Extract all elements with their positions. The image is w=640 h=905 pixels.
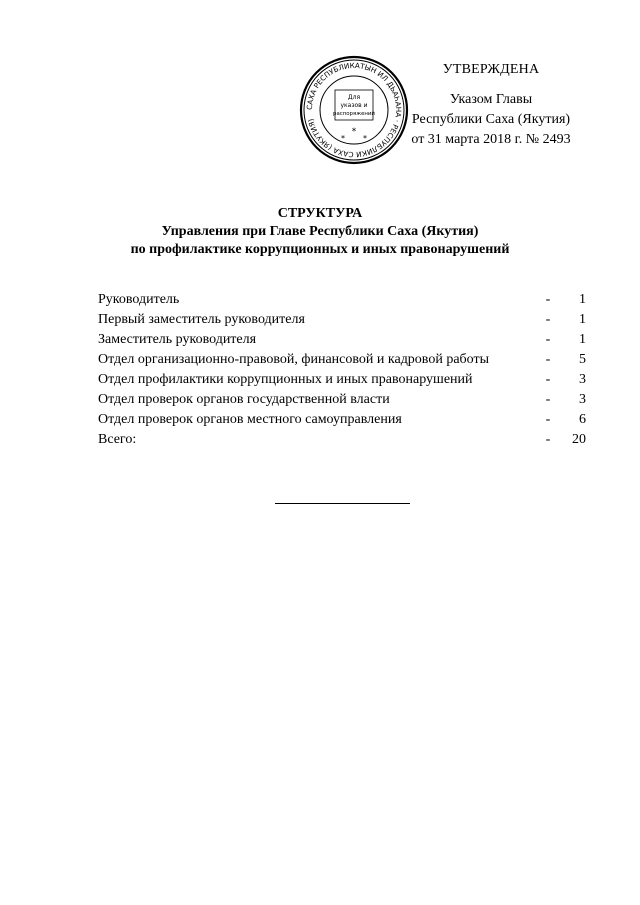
official-seal-stamp: [299, 55, 409, 165]
seal-center-line-3: распоряжений: [333, 111, 375, 117]
approved-label: УТВЕРЖДЕНА: [442, 62, 540, 77]
row-count: 1: [579, 332, 586, 347]
seal-star-icon: *: [363, 134, 367, 143]
structure-row: [98, 410, 594, 430]
seal-center-line-1: Для: [347, 94, 361, 101]
title-line-2: Управления при Главе Республики Саха (Якутия): [161, 224, 479, 239]
structure-row: [98, 290, 594, 310]
structure-row-total: [98, 430, 594, 450]
title-line-3: по профилактике коррупционных и иных правонарушений: [130, 242, 510, 257]
row-dash: -: [545, 352, 551, 367]
row-name: Первый заместитель руководителя: [98, 312, 305, 327]
closing-divider: [275, 503, 410, 504]
row-dash: -: [545, 312, 551, 327]
row-dash: -: [545, 372, 551, 387]
row-count: 1: [579, 312, 586, 327]
structure-row: [98, 370, 594, 390]
row-dash: -: [545, 292, 551, 307]
row-count: 6: [579, 412, 586, 427]
structure-row: [98, 350, 594, 370]
seal-star-icon: *: [351, 127, 357, 137]
row-dash: -: [545, 332, 551, 347]
row-name: Отдел проверок органов государственной власти: [98, 392, 390, 407]
row-count: 1: [579, 292, 586, 307]
approval-block: [396, 60, 586, 150]
decree-line-1: Указом Главы: [449, 92, 533, 107]
seal-outer-text: САХА РЕСПУБЛИКАТЫН ИЛ ДЬАҺАНА · РЕСПУБЛИКИ САХА (ЯКУТИЯ): [304, 60, 404, 160]
row-dash: -: [545, 412, 551, 427]
row-count: 3: [579, 372, 586, 387]
row-name: Отдел проверок органов местного самоуправления: [98, 412, 402, 427]
decree-line-2: Республики Саха (Якутия): [411, 112, 571, 127]
row-name: Заместитель руководителя: [98, 332, 257, 347]
structure-row: [98, 310, 594, 330]
structure-row: [98, 390, 594, 410]
row-dash: -: [545, 392, 551, 407]
structure-row: [98, 330, 594, 350]
seal-center-line-2: указов и: [340, 102, 368, 109]
title-line-1: СТРУКТУРА: [277, 206, 363, 221]
seal-star-icon: *: [341, 134, 345, 143]
row-count: 20: [572, 432, 586, 447]
structure-table: [98, 290, 594, 450]
row-name: Руководитель: [98, 292, 180, 307]
document-title: [0, 205, 640, 259]
row-count: 5: [579, 352, 586, 367]
row-name: Отдел организационно-правовой, финансовой и кадровой работы: [98, 352, 489, 367]
row-dash: -: [545, 432, 551, 447]
row-name: Всего:: [98, 432, 137, 447]
row-name: Отдел профилактики коррупционных и иных правонарушений: [98, 372, 473, 387]
row-count: 3: [579, 392, 586, 407]
decree-line-3: от 31 марта 2018 г. № 2493: [411, 132, 571, 147]
